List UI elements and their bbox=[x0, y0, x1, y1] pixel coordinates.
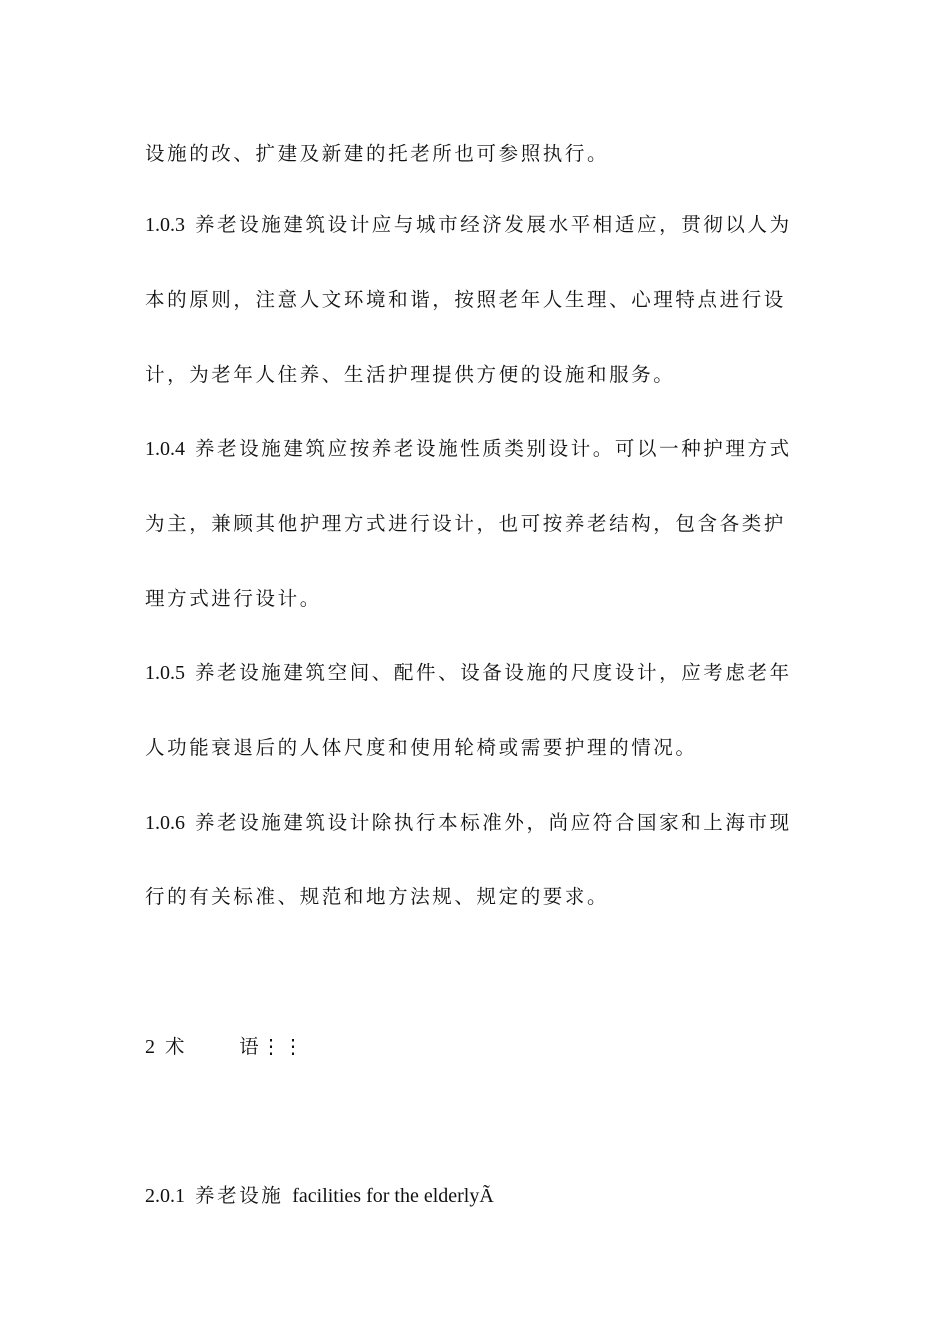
clause-1-0-3-line-3 bbox=[145, 365, 675, 385]
clause-1-0-4-line-2 bbox=[145, 514, 786, 534]
clause-1-0-5-line-2 bbox=[145, 738, 698, 758]
clause-number: 1.0.3 bbox=[145, 214, 185, 236]
clause-1-0-3-line-1 bbox=[145, 215, 792, 235]
clause-number: 1.0.4 bbox=[145, 438, 185, 460]
section-title-part-1: 术 bbox=[165, 1035, 188, 1058]
clause-1-0-5-line-1 bbox=[145, 663, 792, 683]
paragraph-text: 设施的改、扩建及新建的托老所也可参照执行。 bbox=[145, 142, 610, 165]
clause-text: 行的有关标准、规范和地方法规、规定的要求。 bbox=[145, 885, 610, 908]
clause-text: 人功能衰退后的人体尺度和使用轮椅或需要护理的情况。 bbox=[145, 736, 698, 759]
section-number: 2 bbox=[145, 1036, 155, 1058]
clause-number: 1.0.5 bbox=[145, 662, 185, 684]
clause-2-0-1 bbox=[145, 1186, 494, 1206]
clause-1-0-6-line-2 bbox=[145, 887, 609, 907]
term-chinese: 养老设施 bbox=[195, 1184, 284, 1207]
clause-text: 养老设施建筑应按养老设施性质类别设计。可以一种护理方式 bbox=[195, 437, 792, 460]
clause-1-0-4-line-3 bbox=[145, 589, 322, 609]
clause-text: 养老设施建筑空间、配件、设备设施的尺度设计，应考虑老年 bbox=[195, 661, 792, 684]
section-heading bbox=[145, 1037, 305, 1057]
clause-1-0-6-line-1 bbox=[145, 813, 792, 833]
clause-text: 养老设施建筑设计应与城市经济发展水平相适应，贯彻以人为 bbox=[195, 213, 792, 236]
clause-text: 为主，兼顾其他护理方式进行设计，也可按养老结构，包含各类护 bbox=[145, 512, 786, 535]
clause-number: 1.0.6 bbox=[145, 812, 185, 834]
clause-1-0-3-line-2 bbox=[145, 290, 786, 310]
clause-1-0-4-line-1 bbox=[145, 439, 792, 459]
term-english: facilities for the elderlyÃ bbox=[292, 1185, 494, 1207]
clause-text: 本的原则，注意人文环境和谐，按照老年人生理、心理特点进行设 bbox=[145, 288, 786, 311]
clause-text: 理方式进行设计。 bbox=[145, 587, 322, 610]
paragraph-line bbox=[145, 144, 609, 164]
clause-text: 养老设施建筑设计除执行本标准外，尚应符合国家和上海市现 bbox=[195, 811, 792, 834]
clause-text: 计，为老年人住养、生活护理提供方便的设施和服务。 bbox=[145, 363, 676, 386]
clause-number: 2.0.1 bbox=[145, 1185, 185, 1207]
section-title-part-2: 语⋮⋮ bbox=[239, 1035, 306, 1058]
